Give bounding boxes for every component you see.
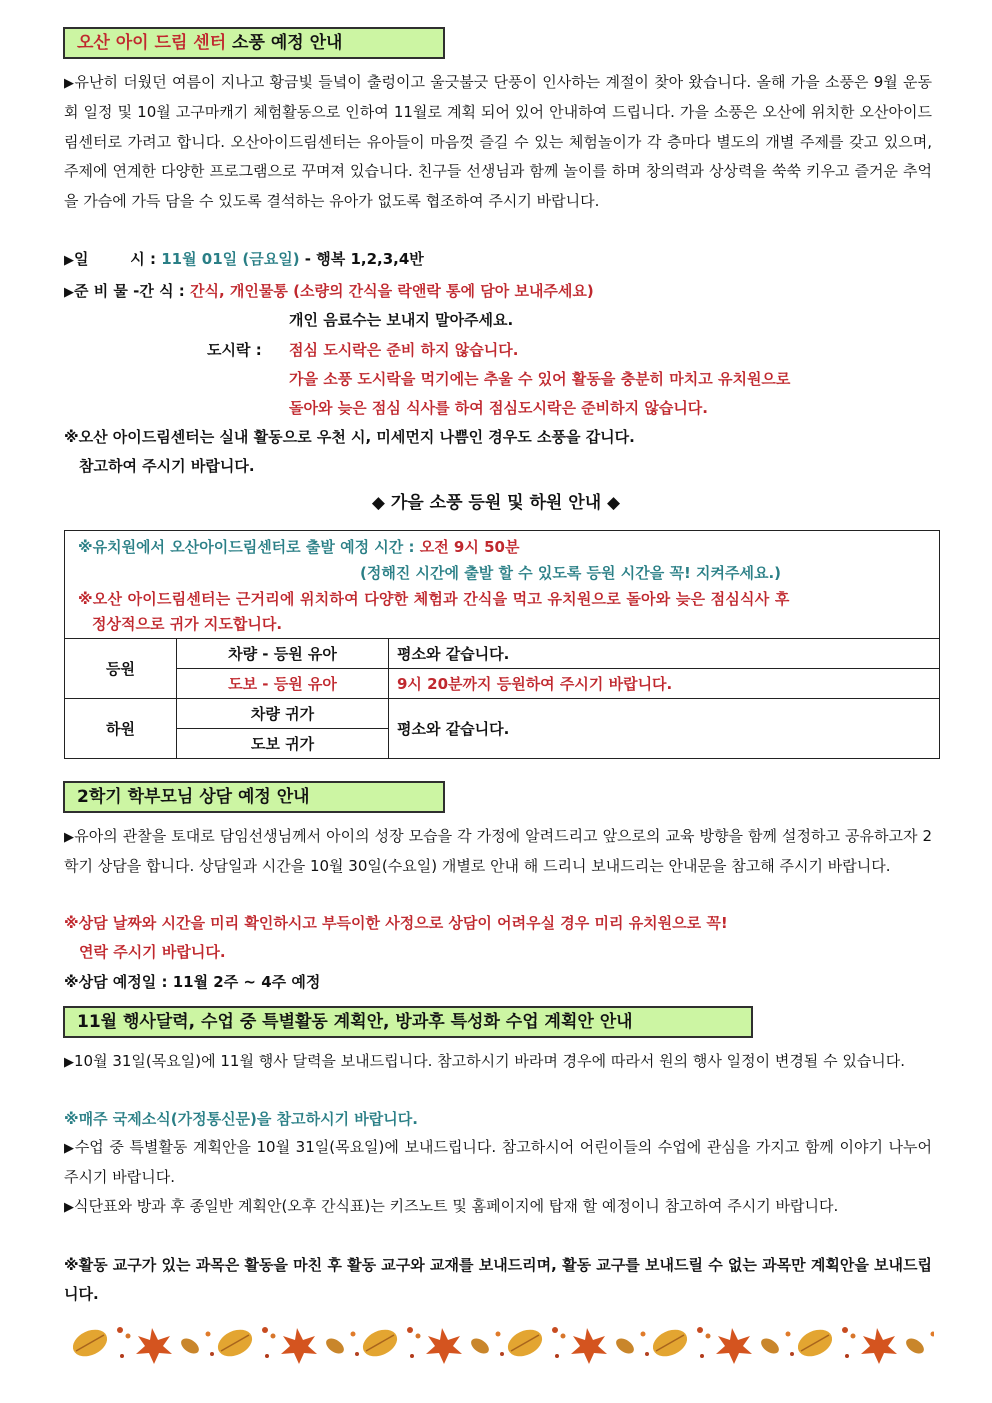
bullet-icon: ▶ — [64, 76, 75, 91]
maple-leaf-icon — [136, 1328, 172, 1364]
bullet-icon: ▶ — [64, 830, 75, 845]
prep-row — [64, 281, 594, 303]
bullet-icon: ▶ — [64, 1141, 75, 1156]
bullet-icon: ▶ — [64, 285, 74, 300]
menu-text: 식단표와 방과 후 종일반 계획안(오후 간식표)는 키즈노트 및 홈페이지에 탑재 할 예정이니 참고하여 주시기 바랍니다. — [74, 1197, 839, 1215]
departure-note — [78, 537, 519, 557]
bullet-icon: ▶ — [64, 1055, 74, 1070]
berry-icon — [210, 1352, 214, 1356]
arrive-bus-cell: 차량 - 등원 유아 — [177, 639, 389, 669]
lunch-value: 점심 도시락은 준비 하지 않습니다. — [289, 341, 519, 359]
header-place: 오산 아이 드림 센터 — [77, 33, 227, 53]
activity-text: 수업 중 특별활동 계획안을 10월 31일(목요일)에 보내드립니다. 참고하시어 어린이들의 수업에 관심을 가지고 함께 이야기 나누어 주시기 바랍니다. — [64, 1138, 933, 1187]
arrival-title: ◆ 가을 소풍 등원 및 하원 안내 ◆ — [371, 493, 621, 513]
date-value: 11월 01일 (금요일) — [161, 250, 300, 268]
materials-paragraph: ※활동 교구가 있는 과목은 활동을 마친 후 활동 교구와 교재를 보내드리며, 활동 교구를 보내드릴 수 없는 과목만 계획안을 보내드립니다. — [64, 1256, 932, 1304]
calendar-text: 10월 31일(목요일)에 11월 행사 달력을 보내드립니다. 참고하시기 바라며 경우에 따라서 원의 행사 일정이 변경될 수 있습니다. — [74, 1052, 906, 1070]
berry-icon — [206, 1332, 211, 1337]
prep-value: 간식, 개인물통 (소량의 간식을 락앤락 통에 담아 보내주세요) — [190, 282, 594, 300]
berry-icon — [126, 1334, 131, 1339]
schedule-table — [64, 638, 940, 759]
depart-bus-cell: 차량 귀가 — [177, 699, 389, 729]
depart-value: 평소와 같습니다. — [389, 699, 940, 759]
departure-label: ※유치원에서 오산아이드림센터로 출발 예정 시간 : — [78, 538, 420, 556]
berry-icon — [120, 1354, 124, 1358]
rain-notice-2: 참고하여 주시기 바랍니다. — [79, 457, 255, 475]
arrive-cell: 등원 — [65, 639, 177, 699]
intro-paragraph — [64, 68, 932, 216]
departure-time: 오전 9시 50분 — [419, 538, 520, 556]
rain-notice: ※오산 아이드림센터는 실내 활동으로 우천 시, 미세먼지 나쁨인 경우도 소풍을 갑니다. — [64, 428, 635, 446]
section-header-calendar: 11월 행사달력, 수업 중 특별활동 계획안, 방과후 특성화 수업 계획안 안내 — [63, 1006, 753, 1038]
date-row — [64, 249, 424, 271]
consult-warning-2: 연락 주시기 바랍니다. — [79, 943, 226, 961]
section-header-consult: 2학기 학부모님 상담 예정 안내 — [63, 781, 445, 813]
autumn-leaves-decoration — [62, 1318, 934, 1368]
activity-paragraph — [64, 1133, 932, 1193]
calendar-paragraph — [64, 1047, 932, 1077]
table-row — [65, 669, 940, 699]
prep-label: 준 비 물 -간 식 : — [74, 282, 185, 300]
lunch-note-1: 가을 소풍 도시락을 먹기에는 추울 수 있어 활동을 충분히 마치고 유치원으로 — [289, 370, 791, 388]
section-header-picnic — [63, 27, 445, 59]
date-class: - 행복 1,2,3,4반 — [299, 250, 424, 268]
bullet-icon: ▶ — [64, 253, 74, 268]
consult-schedule: ※상담 예정일 : 11월 2주 ~ 4주 예정 — [64, 973, 321, 991]
leaf-icon — [178, 1335, 201, 1356]
date-label: 일 시 : — [74, 250, 156, 268]
table-row — [65, 699, 940, 729]
arrive-bus-value: 평소와 같습니다. — [389, 639, 940, 669]
table-row — [65, 639, 940, 669]
departure-subnote: (정해진 시간에 출발 할 수 있도록 등원 시간을 꼭! 지켜주세요.) — [360, 564, 782, 582]
consult-text: 유아의 관찰을 토대로 담임선생님께서 아이의 성장 모습을 각 가정에 알려드리고 앞으로의 교육 방향을 함께 설정하고 공유하고자 2학기 상담을 합니다. 상담일과 시간을 10월 30일(수요일) 개별로 안내 해 드리니 보내드리는 안내문을 참고해 주시기 바랍니다. — [64, 827, 932, 876]
header-rest: 소풍 예정 안내 — [226, 33, 343, 53]
consult-paragraph — [64, 822, 932, 882]
menu-paragraph — [64, 1192, 932, 1222]
lunch-note-2: 돌아와 늦은 점심 식사를 하여 점심도시락은 준비하지 않습니다. — [289, 399, 708, 417]
intro-text: 유난히 더웠던 여름이 지나고 황금빛 들녘이 출렁이고 울긋불긋 단풍이 인사하는 계절이 찾아 왔습니다. 올해 가을 소풍은 9월 운동회 일정 및 10월 고구마캐기 체험활동으로 인하여 11월로 계획 되어 있어 안내하여 드립니다. 가을 소풍은 오산에 위치한 오산아이드림센터로 가려고 합니다. 오산아이드림센터는 유아들이 마음껏 즐길 수 있는 체험놀이가 각 층마다 별도의 개별 주제를 갖고 있으며, 주제에 연계한 다양한 프로그램으로 꾸며져 있습니다. 친구들 선생님과 함께 놀이를 하며 창의력과 상상력을 쑥쑥 키우고 즐거운 추억을 가슴에 가득 담을 수 있도록 결석하는 유아가 없도록 협조하여 주시기 바랍니다. — [64, 73, 933, 210]
bullet-icon: ▶ — [64, 1200, 74, 1215]
weekly-news-note: ※매주 국제소식(가정통신문)을 참고하시기 바랍니다. — [64, 1110, 418, 1128]
arrive-walk-cell: 도보 - 등원 유아 — [177, 669, 389, 699]
return-note-2: 정상적으로 귀가 지도합니다. — [92, 615, 283, 633]
lunch-label: 도시락 : — [207, 341, 262, 359]
arrive-walk-value: 9시 20분까지 등원하여 주시기 바랍니다. — [389, 669, 940, 699]
consult-warning: ※상담 날짜와 시간을 미리 확인하시고 부득이한 사정으로 상담이 어려우실 경우 미리 유치원으로 꼭! — [64, 914, 728, 932]
berry-icon — [117, 1327, 123, 1333]
depart-walk-cell: 도보 귀가 — [177, 729, 389, 759]
return-note: ※오산 아이드림센터는 근거리에 위치하여 다양한 체험과 간식을 먹고 유치원으로 돌아와 늦은 점심식사 후 — [78, 590, 790, 608]
prep-note: 개인 음료수는 보내지 말아주세요. — [289, 311, 514, 329]
depart-cell: 하원 — [65, 699, 177, 759]
